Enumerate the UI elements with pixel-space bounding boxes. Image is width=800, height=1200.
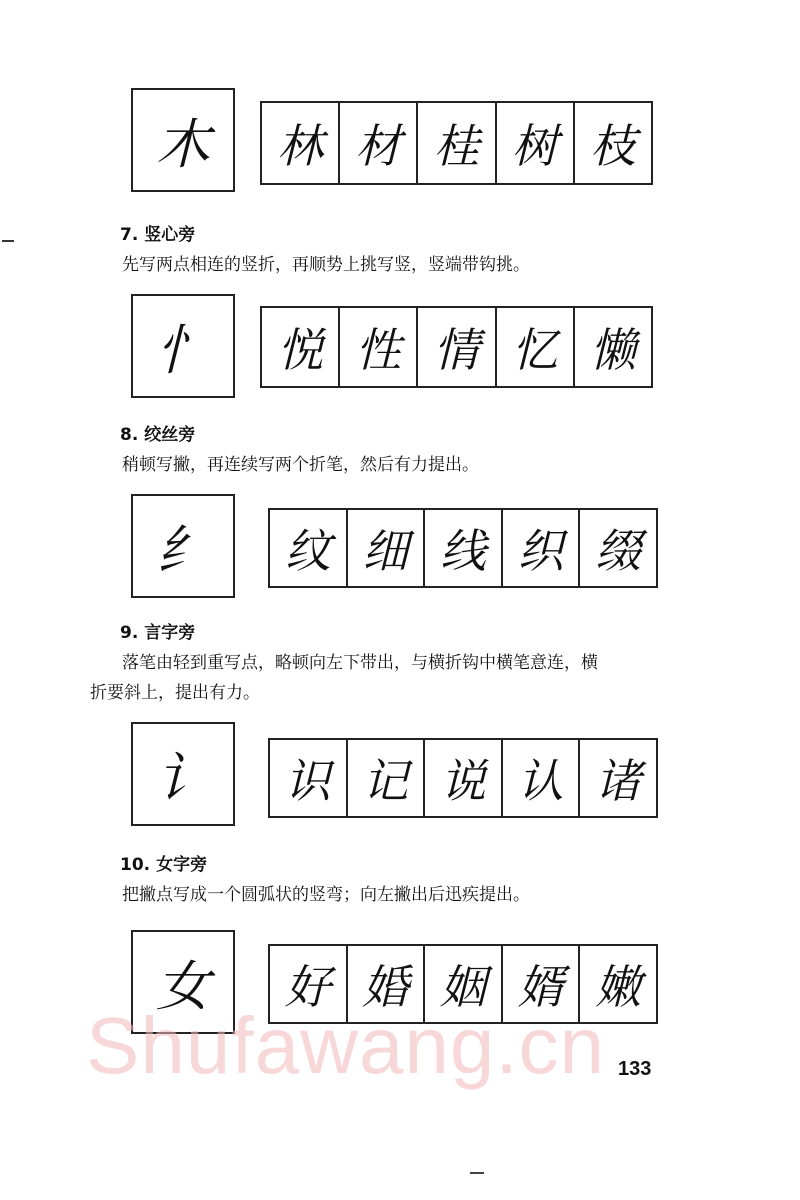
page-number: 133 (618, 1058, 652, 1080)
example-char: 懒 (573, 308, 651, 386)
section-description-7 (122, 250, 530, 280)
description-line: 把撇点写成一个圆弧状的竖弯；向左撇出后迅疾提出。 (122, 885, 530, 905)
example-char: 纹 (284, 524, 331, 578)
example-char: 说 (423, 740, 501, 816)
description-line: 先写两点相连的竖折，再顺势上挑写竖，竖端带钩挑。 (122, 255, 530, 275)
example-char: 识 (284, 754, 331, 808)
watermark: Shufawang.cn (86, 1001, 606, 1090)
margin-mark (2, 240, 14, 242)
section-number: 10. (120, 855, 151, 875)
section-number: 9. (120, 623, 139, 643)
example-char: 树 (495, 103, 573, 183)
example-char: 婚 (346, 946, 424, 1022)
example-char: 姻 (423, 946, 501, 1022)
description-line: 落笔由轻到重写点，略顿向左下带出，与横折钩中横笔意连，横 (122, 653, 598, 673)
example-char: 性 (338, 308, 416, 386)
example-char: 悦 (277, 323, 324, 377)
radical-glyph: 讠 (156, 746, 210, 810)
example-char: 认 (501, 740, 579, 816)
example-char: 情 (416, 308, 494, 386)
section-heading-7 (120, 220, 195, 245)
radical-box-wood (131, 88, 235, 192)
example-row-wood (260, 101, 653, 185)
example-row-heart (260, 306, 653, 388)
example-char: 细 (346, 510, 424, 586)
radical-box-silk (131, 494, 235, 598)
radical-glyph: 女 (156, 954, 210, 1018)
example-row-speech (268, 738, 658, 818)
section-heading-8 (120, 420, 195, 445)
example-char: 桂 (416, 103, 494, 183)
example-char: 线 (423, 510, 501, 586)
example-char: 枝 (573, 103, 651, 183)
radical-glyph: 忄 (156, 318, 210, 382)
section-description-10 (122, 880, 530, 910)
description-line: 稍顿写撇，再连续写两个折笔，然后有力提出。 (122, 455, 479, 475)
example-char: 好 (284, 960, 331, 1014)
example-char: 忆 (495, 308, 573, 386)
section-title: 言字旁 (144, 623, 196, 643)
description-line: 折要斜上，提出有力。 (90, 683, 260, 703)
section-number: 7. (120, 225, 139, 245)
example-char: 诸 (578, 740, 656, 816)
section-number: 8. (120, 425, 139, 445)
example-char: 婿 (501, 946, 579, 1022)
section-title: 女字旁 (156, 855, 208, 875)
section-heading-9 (120, 618, 195, 643)
radical-box-speech (131, 722, 235, 826)
example-char: 材 (338, 103, 416, 183)
radical-glyph: 木 (156, 112, 210, 176)
example-char: 织 (501, 510, 579, 586)
section-description-9 (90, 648, 700, 708)
section-title: 绞丝旁 (144, 425, 196, 445)
example-char: 缀 (578, 510, 656, 586)
example-row-silk (268, 508, 658, 588)
example-char: 嫩 (578, 946, 656, 1022)
bottom-mark (470, 1172, 484, 1174)
example-char: 记 (346, 740, 424, 816)
radical-box-heart (131, 294, 235, 398)
section-title: 竖心旁 (144, 225, 196, 245)
section-heading-10 (120, 850, 207, 875)
section-description-8 (122, 450, 479, 480)
example-char: 林 (277, 119, 324, 173)
radical-glyph: 纟 (156, 518, 210, 582)
